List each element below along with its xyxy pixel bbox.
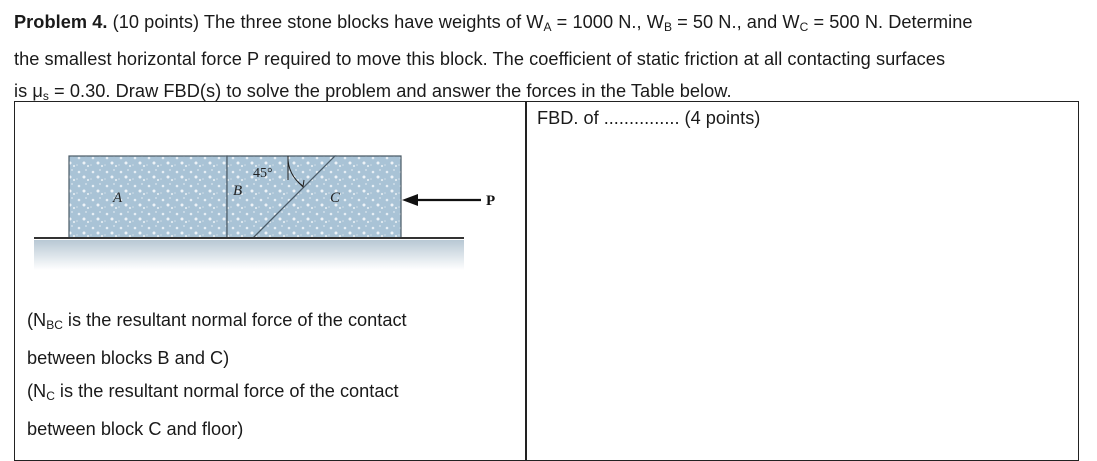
- friction-text: = 0.30. Draw FBD(s) to solve the problem and answer the forces in the Table below.: [48, 81, 732, 101]
- fbd-label: FBD. of ............... (4 points): [537, 108, 761, 128]
- label-a: A: [113, 190, 123, 206]
- note-nc: [27, 375, 517, 413]
- subscript-s: s: [42, 89, 49, 103]
- note-nbc-line-2: between blocks B and C): [27, 348, 230, 368]
- force-arrowhead: [402, 194, 418, 206]
- note-nbc: [27, 304, 517, 342]
- note-nbc-subscript: BC: [46, 318, 63, 332]
- note-nc-subscript: C: [46, 389, 55, 403]
- table-divider: [525, 101, 527, 461]
- problem-line-1: [14, 6, 1084, 43]
- notes: [27, 304, 517, 446]
- weight-a-value: = 1000 N., W: [551, 12, 664, 32]
- mu-label: is μ: [14, 81, 43, 101]
- weight-b-value: = 50 N., and W: [672, 12, 800, 32]
- weight-c-value: = 500 N. Determine: [808, 12, 973, 32]
- subscript-c: C: [799, 20, 809, 34]
- force-label: P: [486, 193, 496, 209]
- label-c: C: [330, 190, 341, 206]
- note-nbc-text: is the resultant normal force of the contact: [62, 310, 407, 330]
- floor-shadow: [34, 240, 464, 270]
- angle-label: 45°: [253, 166, 273, 181]
- problem-statement: [14, 6, 1084, 112]
- note-nc-text: is the resultant normal force of the contact: [54, 381, 399, 401]
- note-nbc-prefix: (N: [27, 310, 47, 330]
- note-nc-line-2: between block C and floor): [27, 419, 244, 439]
- problem-label: Problem 4.: [14, 12, 108, 32]
- problem-text: (10 points) The three stone blocks have weights of W: [112, 12, 544, 32]
- note-nc-prefix: (N: [27, 381, 47, 401]
- subscript-a: A: [543, 20, 552, 34]
- subscript-b: B: [663, 20, 672, 34]
- label-b: B: [233, 183, 243, 199]
- block-a: [69, 156, 227, 238]
- problem-line-2: the smallest horizontal force P required to move this block. The coefficient of static friction at all contacting surfaces: [14, 49, 946, 69]
- blocks-figure: [20, 140, 520, 310]
